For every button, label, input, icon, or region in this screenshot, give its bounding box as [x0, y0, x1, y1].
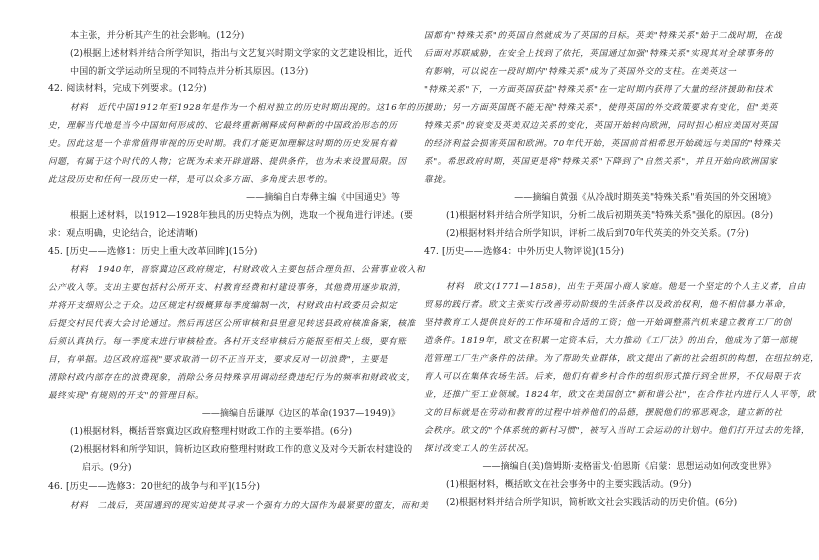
- right-column: [424, 0, 819, 560]
- left-line-24: 启示。(9分): [82, 463, 132, 473]
- left-column: [48, 0, 429, 560]
- left-line-21: ——摘编自岳谦厚《边区的革命(1937—1949)》: [201, 409, 400, 419]
- left-line-14: 公产收入等。支出主要包括村公所开支、村教育经费和村建设事务，其他费用逐步取消，: [48, 283, 407, 293]
- left-line-3: 42. 阅读材料，完成下列要求。(12分): [48, 83, 207, 94]
- left-line-5: 史，理解当代地是当今中国如何形成的、它最终重新阐释成何种新的中国政治形态的历: [48, 121, 398, 131]
- left-line-25: 46. [历史——选修3：20世纪的战争与和平](15分): [48, 481, 261, 492]
- right-line-9: ——摘编自黄强《从冷战时期英美"特殊关系"看英国的外交困境》: [514, 193, 776, 203]
- right-line-20: 文的目标就是在劳动和教育的过程中培养他们的品德，摆脱他们的邪恶观念，建立新的社: [424, 408, 783, 418]
- right-line-12: 47. [历史——选修4：中外历史人物评说](15分): [424, 246, 625, 257]
- right-line-6: 的经济利益会损害英国和欧洲。70年代开始，英国前首相希思开始疏远与美国的"特殊关: [424, 139, 781, 149]
- right-line-22: 探讨改变工人的生活状况。: [424, 444, 535, 454]
- right-line-19: 业，还推广至工业领域。1824年，欧文在美国创立"新和谐公社"，在合作社内进行人人平等，欧: [424, 390, 816, 400]
- right-line-25: (2)根据材料并结合所学知识，简析欧文社会实践活动的历史价值。(6分): [446, 498, 738, 508]
- right-line-23: ——摘编自(美)詹姆斯·麦格雷戈·伯恩斯《启蒙：思想运动如何改变世界》: [482, 462, 776, 472]
- left-line-13: 材料 1940年，晋察冀边区政府规定，村财政收入主要包括合理负担、公营事业收入和: [70, 265, 426, 275]
- right-line-21: 会秩序。欧文的"个体系统的新村习惯"，被写入当时工会运动的计划中。他们打开过去的先锋，: [424, 426, 811, 436]
- left-line-15: 并将开支细则公之于众。边区规定村级概算每季度编制一次，村财政由村政委员会拟定: [48, 301, 398, 311]
- right-line-18: 育人可以在集体农场生活。后来，他们有着乡村合作的组织形式推行到全世界，不仅局限于农: [424, 372, 801, 382]
- right-line-11: (2)根据材料并结合所学知识，评析二战后到70年代英美的外交关系。(7分): [446, 229, 749, 239]
- left-line-7: 问题，有属于这个时代的人物；它既为未来开辟道路、提供条件，也为未来设置局限。因: [48, 157, 407, 167]
- right-line-2: 有影响，可以说在一段时期内"特殊关系"成为了英国外交的支柱。在美英这一: [424, 67, 737, 77]
- left-line-4: 材料 近代中国1912年至1928年是作为一个相对独立的历史时期出现的。这16年的历: [70, 103, 425, 113]
- left-line-23: (2)根据材料和所学知识，简析边区政府整理村财政工作的意义及对今天新农村建设的: [70, 445, 413, 455]
- left-line-8: 此这段历史和任何一段历史一样，是可以众多方面、多角度去思考的。: [48, 175, 334, 185]
- left-line-26: 材料 二战后，英国遇到的现实迫使其寻求一个强有力的大国作为最紧要的盟友，而和美: [70, 501, 429, 511]
- right-line-3: "特殊关系"下，一方面英国获益"特殊关系"在一定时期内获得了大量的经济援助和技术: [424, 85, 774, 95]
- right-line-16: 造条件。1819年，欧文在积累一定资本后，大力推动《工厂法》的出台，他成为了第一部规: [424, 336, 798, 346]
- right-line-24: (1)根据材料，概括欧文在社会事务中的主要实践活动。(9分): [446, 480, 692, 490]
- left-line-12: 45. [历史——选修1：历史上重大改革回眸](15分): [48, 246, 258, 257]
- right-line-17: 范管理工厂生产条件的法律。为了帮助失业群体，欧文提出了新的社会组织的构想，在纽拉纳克，: [424, 354, 819, 364]
- left-line-19: 清除村政内部存在的浪费现象，消除公务员特殊享用调动经费违纪行为的频率和财政收支，: [48, 373, 416, 383]
- right-line-7: 系"。希思政府时期，英国更是将"特殊关系"下降到了"自然关系"，并且开始向欧洲国家: [424, 157, 778, 167]
- left-line-1: (2)根据上述材料并结合所学知识，指出与文艺复兴时期文学家的文艺建设相比，近代: [70, 49, 413, 59]
- right-line-15: 坚持教育工人提供良好的工作环境和合适的工资；他一开始调整蒸汽机来建立教育工厂的创: [424, 318, 792, 328]
- right-line-0: 国都有"特殊关系"的英国自然就成为了英国的目标。英美"特殊关系"始于二战时期，在战: [424, 31, 783, 41]
- left-line-22: (1)根据材料，概括晋察冀边区政府整理村财政工作的主要举措。(6分): [70, 427, 353, 437]
- left-line-16: 后提交村民代表大会讨论通过。然后再送区公所审核和县里意见转送县政府核准备案，核准: [48, 319, 416, 329]
- left-line-11: 求：观点明确，史论结合，论述清晰): [48, 229, 198, 239]
- right-line-8: 靠拢。: [424, 175, 452, 185]
- right-line-4: 援助；另一方面英国既不能无视"特殊关系"，使得英国的外交政策要求有变化，但"美英: [424, 103, 778, 113]
- left-line-9: ——摘编自白寿彝主编《中国通史》等: [246, 193, 400, 203]
- left-line-17: 后须认真执行。每一季度末进行审核检查。各村开支经审核后方能报至相关上级，要有账: [48, 337, 407, 347]
- left-line-0: 本主张，并分析其产生的社会影响。(12分): [70, 31, 245, 41]
- left-line-2: 中国的新文学运动所呈现的不同特点并分析其原因。(13分): [70, 67, 309, 77]
- left-line-18: 目，有单据。边区政府巡视"要求取消一切不正当开支，要求反对一切浪费"，主要是: [48, 355, 389, 365]
- right-line-14: 贸易的践行者。欧文主张实行改善劳动阶级的生活条件以及政治权利，他不相信暴力革命，: [424, 300, 792, 310]
- right-line-5: 特殊关系"的衰变及英美双边关系的变化，英国开始转向欧洲，同时担心相应美国对英国: [424, 121, 778, 131]
- right-line-1: 后面对苏联威胁，在安全上找到了依托，英国通过加强"特殊关系"实现其对全球事务的: [424, 49, 774, 59]
- right-line-13: 材料 欧文(1771—1858)，出生于英国小商人家庭。他是一个坚定的个人主义者，自由: [446, 282, 806, 292]
- left-line-6: 史。因此这是一个非常值得审视的历史时期。我们才能更加理解这时期的历史发展有着: [48, 139, 398, 149]
- right-line-10: (1)根据材料并结合所学知识，分析二战后初期英美"特殊关系"强化的原因。(8分): [446, 211, 774, 221]
- left-line-10: 根据上述材料，以1912—1928年独具的历史特点为例，选取一个视角进行评述。(要: [70, 211, 413, 221]
- left-line-20: 最终实现"有规则的开支"的管理目标。: [48, 391, 205, 401]
